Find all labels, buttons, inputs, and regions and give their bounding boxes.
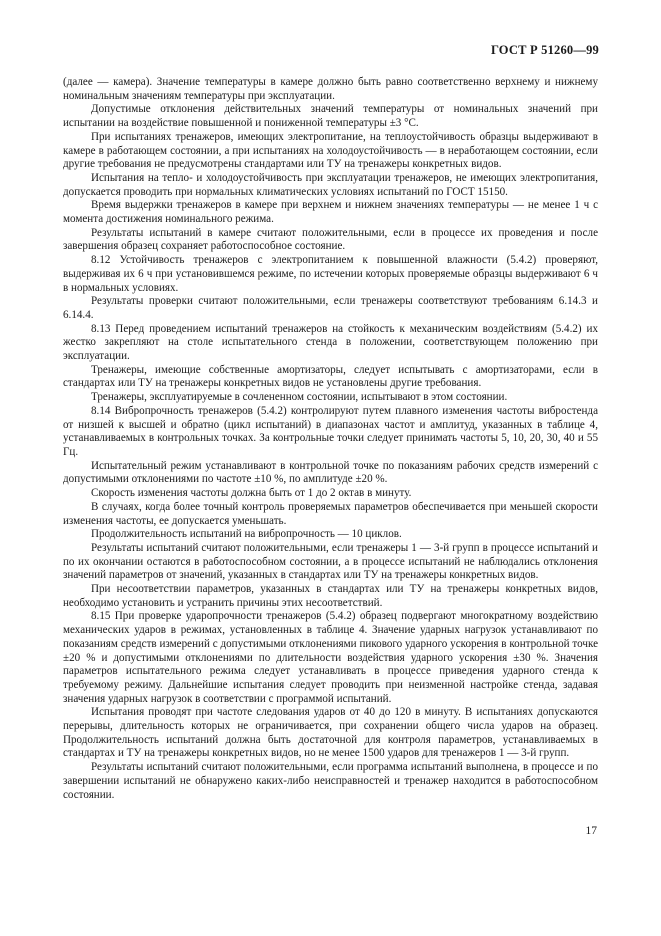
- clause-8-14: 8.14 Вибропрочность тренажеров (5.4.2) контролируют путем плавного изменения частоты вибростенда от низшей к высшей и обратно (цикл испытаний) в диапазонах частот и амплитуд, указанных в таблице 4, устанавливаемых в контрольных точках. За контрольные точки следует принимать частоты 5, 10, 20, 30, 40 и 55 Гц.: [63, 404, 598, 458]
- paragraph: Испытательный режим устанавливают в контрольной точке по показаниям рабочих средств измерений с допустимыми отклонениями по частоте ±10 %, по амплитуде ±20 %.: [63, 459, 598, 486]
- paragraph: Испытания проводят при частоте следования ударов от 40 до 120 в минуту. В испытаниях допускаются перерывы, длительность которых не ограничивается, при сохранении общего числа ударов на образец. Продолжительность испытаний должна быть достаточной для контроля параметров, устанавливаемых в стандартах и ТУ на тренажеры конкретных видов, но не менее 1500 ударов для тренажеров 1 — 3-й групп.: [63, 706, 598, 760]
- document-body: [63, 76, 598, 802]
- page-number: 17: [585, 825, 597, 837]
- paragraph: В случаях, когда более точный контроль проверяемых параметров обеспечивается при меньшей скорости изменения частоты, ее допускается уменьшать.: [63, 500, 598, 527]
- paragraph: При испытаниях тренажеров, имеющих электропитание, на теплоустойчивость образцы выдерживают в камере в работающем состоянии, а при испытаниях на холодоустойчивость — в неработающем состоянии, если другие требования не предусмотрены стандартами или ТУ на тренажеры конкретных видов.: [63, 130, 598, 171]
- document-header: ГОСТ Р 51260—99: [490, 43, 599, 57]
- paragraph: Тренажеры, имеющие собственные амортизаторы, следует испытывать с амортизаторами, если в стандартах или ТУ на тренажеры конкретных видов не установлены другие требования.: [63, 363, 598, 390]
- clause-8-13: 8.13 Перед проведением испытаний тренажеров на стойкость к механическим воздействиям (5.4.2) их жестко закрепляют на столе испытательного стенда в положении, соответствующем положению при эксплуатации.: [63, 322, 598, 363]
- paragraph: Результаты проверки считают положительными, если тренажеры соответствуют требованиям 6.14.3 и 6.14.4.: [63, 295, 598, 321]
- paragraph: Скорость изменения частоты должна быть от 1 до 2 октав в минуту.: [91, 487, 412, 500]
- paragraph: Испытания на тепло- и холодоустойчивость при эксплуатации тренажеров, не имеющих электропитания, допускается проводить при нормальных климатических условиях испытаний по ГОСТ 15150.: [63, 171, 598, 198]
- paragraph: Результаты испытаний считают положительными, если тренажеры 1 — 3-й групп в процессе испытаний и по их окончании остаются в работоспособном состоянии, а в процессе испытаний не наблюдались отклонения значений параметров от значений, указанных в стандартах или ТУ на тренажеры конкретных видов.: [63, 541, 598, 582]
- paragraph: Тренажеры, эксплуатируемые в сочлененном состоянии, испытывают в этом состоянии.: [91, 391, 508, 404]
- paragraph: (далее — камера). Значение температуры в камере должно быть равно соответственно верхнему и нижнему номинальным значениям температуры при эксплуатации.: [63, 76, 598, 102]
- paragraph: Результаты испытаний в камере считают положительными, если в процессе их проведения и после завершения образец сохраняет работоспособное состояние.: [63, 226, 598, 253]
- paragraph: Результаты испытаний считают положительными, если программа испытаний выполнена, в процессе и по завершении испытаний не обнаружено каких-либо неисправностей и тренажер находится в работоспособном состоянии.: [63, 761, 598, 801]
- paragraph: Время выдержки тренажеров в камере при верхнем и нижнем значениях температуры — не менее 1 ч с момента достижения номинального режима.: [63, 199, 598, 226]
- clause-8-15: 8.15 При проверке ударопрочности тренажеров (5.4.2) образец подвергают многократному воздействию механических ударов в режимах, установленных в таблице 4. Значение ударных нагрузок устанавливают по показаниям средств измерений с допустимыми отклонениями пикового ударного ускорения в контрольной точке ±20 % и допустимыми отклонениями по длительности воздействия ударного ускорения ±30 %. Значения параметров испытательного режима следует устанавливать в процессе приведения ударного стенда к требуемому режиму. Дальнейшие испытания следует проводить при неизменной настройке стенда, задавая значения ударных нагрузок в соответствии с программой испытаний.: [63, 610, 598, 705]
- paragraph: Продолжительность испытаний на вибропрочность — 10 циклов.: [91, 528, 402, 541]
- paragraph: При несоответствии параметров, указанных в стандартах или ТУ на тренажеры конкретных видов, необходимо установить и устранить причины этих несоответствий.: [63, 583, 598, 609]
- paragraph: Допустимые отклонения действительных значений температуры от номинальных значений при испытании на воздействие повышенной и пониженной температуры ±3 °С.: [63, 103, 598, 130]
- clause-8-12: 8.12 Устойчивость тренажеров с электропитанием к повышенной влажности (5.4.2) проверяют, выдерживая их 6 ч при установившемся режиме, по истечении которых проверяемые образцы выдерживают 6 ч в нормальных условиях.: [63, 254, 598, 294]
